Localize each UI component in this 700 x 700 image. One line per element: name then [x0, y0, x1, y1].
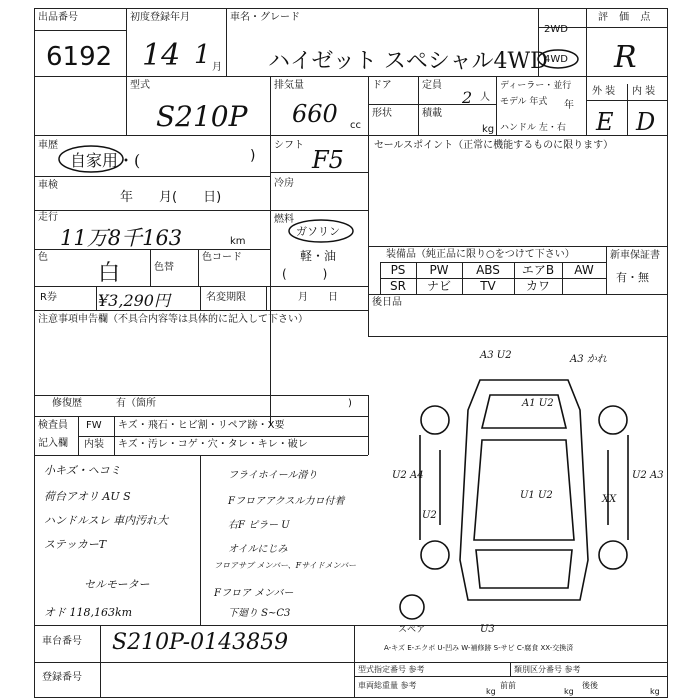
divider — [34, 210, 270, 211]
note-left-item: ハンドルスレ 車内汚れ大 — [44, 514, 169, 527]
month-unit: 月 — [212, 62, 222, 73]
mark-a1-u2: A1 U2 — [522, 398, 554, 409]
equip-airbag: エアB — [521, 263, 555, 277]
mark-u2-a4: U2 A4 — [392, 470, 424, 481]
history-circle — [56, 142, 126, 176]
divider — [34, 176, 270, 177]
note-left-item: セルモーター — [84, 578, 150, 591]
capacity-unit: 人 — [480, 92, 490, 103]
inspector-label: 検査員 — [38, 420, 68, 431]
spare-label: スペア — [398, 625, 426, 635]
divider — [510, 662, 511, 676]
shift-label: シフト — [274, 140, 304, 151]
interior-label: 内 装 — [632, 86, 656, 97]
color-value: 白 — [98, 261, 121, 286]
divider — [354, 676, 668, 677]
dealer-label: ディーラー・並行 — [500, 81, 572, 91]
note-right-item: 下廻り S~C3 — [228, 608, 291, 619]
chassis-label: 車台番号 — [42, 636, 82, 647]
mark-u2-left: U2 — [422, 510, 437, 521]
capacity-value: 2 — [462, 88, 473, 107]
divider — [34, 625, 668, 626]
divider — [368, 76, 369, 336]
kg-1: kg — [486, 687, 496, 696]
mark-u2-a3: U2 A3 — [632, 470, 664, 481]
equip-sr: SR — [390, 279, 406, 293]
fw-items: キズ・飛石・ヒビ割・リペア跡・X要 — [118, 420, 285, 431]
divider — [34, 416, 368, 417]
kg-2: kg — [564, 687, 574, 696]
divider — [266, 286, 267, 310]
displacement-label: 排気量 — [274, 80, 304, 91]
mark-a3-u2: A3 U2 — [480, 350, 512, 361]
note-right-item: 右F ピラー U — [228, 520, 290, 531]
divider — [496, 76, 497, 135]
fuel-gasoline: ガソリン — [296, 225, 340, 238]
model-value: S210P — [156, 100, 248, 133]
fuel-diesel: 軽・油 — [300, 249, 337, 263]
score-label: 評 価 点 — [598, 12, 655, 23]
drive-4wd: 4WD — [544, 54, 568, 65]
score-value: R — [614, 40, 637, 75]
kg-3: kg — [650, 687, 660, 696]
warranty-label: 新車保証書 — [610, 250, 660, 261]
first-reg-month: 1 — [194, 40, 211, 70]
divider — [150, 249, 151, 286]
shift-value: F5 — [312, 146, 344, 174]
mileage-unit: km — [230, 236, 246, 247]
mark-u1-u2: U1 U2 — [520, 490, 553, 501]
category-label: 類別区分番号 参考 — [514, 665, 581, 674]
divider — [627, 84, 628, 135]
inspection-date: 年 月( 日) — [120, 190, 222, 205]
displacement-value: 660 — [292, 100, 338, 128]
chassis-value: S210P-0143859 — [112, 630, 289, 655]
lot-label: 出品番号 — [38, 12, 78, 23]
mileage-value: 11万8千163 — [60, 226, 183, 250]
divider — [34, 395, 368, 396]
divider — [34, 135, 668, 136]
model-year-label: モデル 年式 — [500, 97, 548, 107]
divider — [198, 249, 199, 286]
divider — [34, 310, 368, 311]
repair-label: 修復歴 — [52, 398, 82, 409]
equipment-title: 装備品（純正品に限り○をつけて下さい） — [386, 249, 575, 260]
first-reg-label: 初度登録年月 — [130, 12, 190, 23]
divider — [270, 76, 271, 426]
note-right-item: フロアサブ メンバー、Fサイドメンバー — [214, 561, 357, 570]
equip-ps: PS — [390, 263, 406, 277]
color-code-label: 色コード — [202, 252, 242, 263]
name-change-label: 名変期限 — [206, 292, 246, 303]
note-right-item: Fフロアアクスル力ロ付着 — [228, 496, 345, 507]
capacity-label: 定員 — [422, 80, 442, 91]
mark-a3-kare: A3 かれ — [570, 354, 607, 365]
divider — [200, 455, 201, 625]
mileage-label: 走行 — [38, 212, 58, 223]
warranty-value: 有・無 — [616, 271, 649, 284]
interior-inspect-label: 内装 — [84, 439, 104, 450]
divider — [200, 286, 201, 310]
remarks-label: 後日品 — [372, 297, 402, 308]
damage-legend: A-キズ E-エクボ U-凹み W-補修跡 S-サビ C-腐食 XX-交換済 — [384, 644, 574, 652]
divider — [226, 8, 227, 76]
displacement-unit: cc — [350, 120, 361, 131]
inspection-label: 車検 — [38, 180, 58, 191]
color-label: 色 — [38, 252, 48, 263]
note-right-item: オイルにじみ — [228, 544, 288, 555]
exterior-label: 外 装 — [592, 86, 616, 97]
divider — [368, 246, 668, 247]
registration-label: 登録番号 — [42, 672, 82, 683]
divider — [96, 286, 97, 310]
divider — [368, 294, 668, 295]
fuel-label: 燃料 — [274, 214, 294, 225]
fuel-circle — [286, 218, 356, 244]
repair-close-paren: ) — [348, 398, 352, 409]
lot-number: 6192 — [46, 42, 113, 72]
name-grade-label: 車名・グレード — [230, 12, 300, 23]
ac-label: 冷房 — [274, 178, 294, 189]
fuel-paren: ( ) — [282, 267, 328, 281]
note-left-item: 小キズ・ヘコミ — [44, 464, 121, 477]
interior-grade: D — [636, 108, 656, 136]
note-left-item: ステッカーT — [44, 538, 107, 551]
load-label: 積載 — [422, 108, 442, 119]
equip-leather: カワ — [525, 279, 550, 293]
divider — [34, 76, 668, 77]
divider — [34, 662, 668, 663]
divider — [126, 8, 127, 135]
vehicle-damage-diagram — [380, 340, 668, 635]
divider — [78, 416, 79, 455]
divider — [270, 210, 368, 211]
r-ken-value: ¥3,290円 — [98, 291, 170, 310]
year-unit: 年 — [564, 100, 574, 111]
note-right-item: フライホイール滑り — [228, 470, 318, 481]
name-grade-value: ハイゼット スペシャル4WD — [268, 49, 548, 74]
handle-label: ハンドル 左・右 — [500, 123, 566, 133]
note-left-item: オド 118,163km — [44, 606, 133, 619]
divider — [354, 625, 355, 698]
exterior-grade: E — [596, 108, 614, 136]
history-close-paren: ) — [250, 148, 256, 164]
drive-4wd-circle — [536, 48, 580, 70]
mark-u3: U3 — [480, 624, 495, 635]
divider — [606, 246, 607, 294]
rear-label: 後後 — [582, 681, 598, 690]
divider — [34, 30, 126, 31]
front-label: 前前 — [500, 681, 516, 690]
divider — [114, 416, 115, 455]
history-value: 自家用・( — [70, 151, 141, 170]
shape-label: 形状 — [372, 108, 392, 119]
load-unit: kg — [482, 124, 495, 135]
history-label: 車歴 — [38, 140, 58, 151]
name-change-value: 月 日 — [298, 292, 338, 303]
divider — [418, 76, 419, 135]
equip-aw: AW — [574, 263, 594, 277]
equip-abs: ABS — [476, 263, 500, 277]
equip-navi: ナビ — [426, 279, 451, 293]
note-right-item: Fフロア メンバー — [214, 588, 294, 599]
divider — [100, 625, 101, 698]
color-change-label: 色替 — [154, 262, 174, 273]
divider — [34, 286, 368, 287]
model-label: 型式 — [130, 80, 150, 91]
equip-pw: PW — [429, 263, 449, 277]
door-label: ドア — [372, 80, 392, 91]
divider — [368, 395, 369, 455]
sales-point-label: セールスポイント（正常に機能するものに限ります） — [374, 140, 614, 151]
equip-tv: TV — [480, 279, 496, 293]
fw-label: FW — [86, 420, 102, 431]
inspector-label-2: 記入欄 — [38, 438, 68, 449]
divider — [368, 310, 369, 336]
note-left-item: 荷台アオリ AU S — [44, 490, 131, 503]
r-ken-label: R券 — [40, 292, 57, 303]
fmt-label: 型式指定番号 参考 — [358, 665, 425, 674]
divider — [368, 336, 668, 337]
divider — [78, 436, 368, 437]
drive-2wd: 2WD — [544, 24, 568, 35]
divider — [34, 455, 368, 456]
notice-label: 注意事項申告欄（不具合内容等は具体的に記入して下さい） — [38, 314, 308, 325]
mark-xx: XX — [602, 494, 617, 505]
first-reg-year: 14 — [142, 38, 181, 73]
repair-value: 有（箇所 — [116, 398, 156, 409]
divider — [368, 104, 496, 105]
weight-label: 車両総重量 参考 — [358, 681, 417, 690]
interior-items: キズ・汚レ・コゲ・穴・タレ・キレ・破レ — [118, 439, 308, 450]
